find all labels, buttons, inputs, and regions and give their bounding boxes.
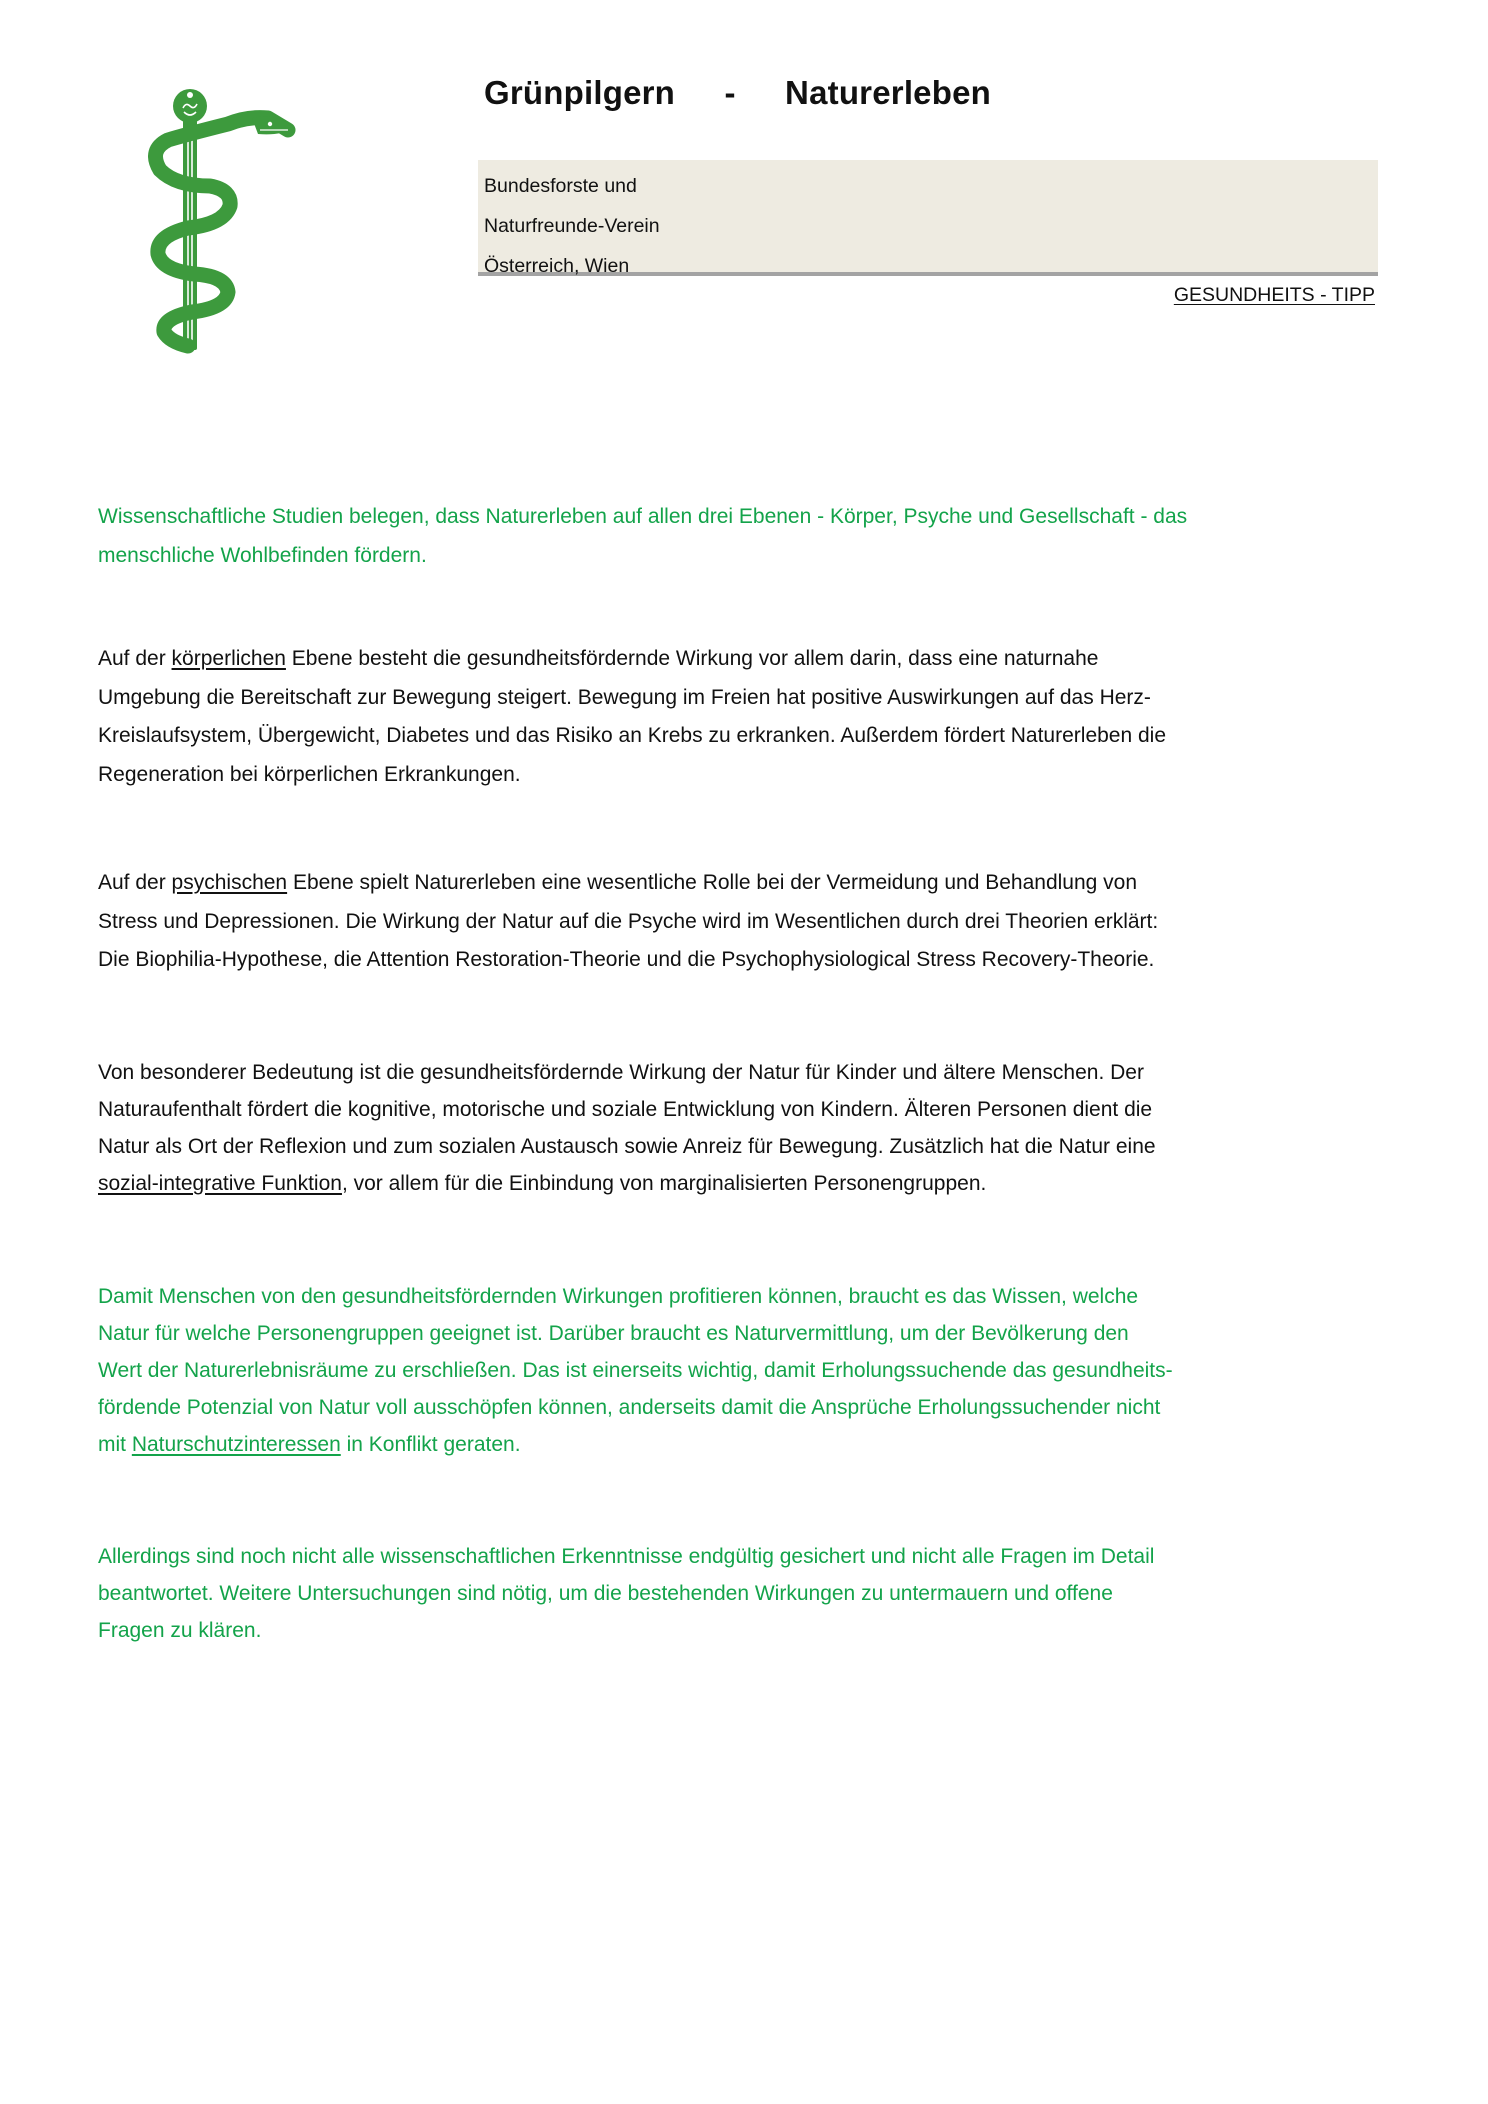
- text-line: Die Biophilia-Hypothese, die Attention Restoration-Theorie und die Psychophysiological Stress Recovery-Theorie.: [98, 948, 1155, 971]
- text-line: Allerdings sind noch nicht alle wissenschaftlichen Erkenntnisse endgültig gesichert und nicht alle Fragen im Detail: [98, 1545, 1155, 1568]
- text-line: Regeneration bei körperlichen Erkrankungen.: [98, 762, 521, 786]
- text-segment: Auf der: [98, 871, 172, 894]
- text-line: [98, 1426, 1338, 1463]
- info-line: Naturfreunde-Verein: [484, 215, 660, 237]
- text-segment: in Konflikt geraten.: [340, 1433, 521, 1456]
- intro-paragraph: [98, 498, 1338, 575]
- text-line: [98, 864, 1338, 903]
- text-segment: Ebene spielt Naturerleben eine wesentliche Rolle bei der Vermeidung und Behandlung von: [287, 871, 1138, 894]
- text-line: Umgebung die Bereitschaft zur Bewegung steigert. Bewegung im Freien hat positive Auswirkungen auf das Herz-: [98, 685, 1151, 709]
- text-line: Wert der Naturerlebnisräume zu erschließen. Das ist einerseits wichtig, damit Erholungssuchende das gesundheits-: [98, 1359, 1173, 1382]
- text-line: [98, 640, 1338, 679]
- text-line: Naturaufenthalt fördert die kognitive, motorische und soziale Entwicklung von Kindern. Älteren Personen dient die: [98, 1098, 1153, 1121]
- text-line: Stress und Depressionen. Die Wirkung der Natur auf die Psyche wird im Wesentlichen durch drei Theorien erklärt:: [98, 909, 1159, 933]
- text-line: Von besonderer Bedeutung ist die gesundheitsfördernde Wirkung der Natur für Kinder und ältere Menschen. Der: [98, 1061, 1144, 1084]
- text-segment: Auf der: [98, 647, 172, 670]
- text-line: menschliche Wohlbefinden fördern.: [98, 543, 427, 567]
- text-line: Fragen zu klären.: [98, 1619, 262, 1642]
- info-line: Bundesforste und: [484, 175, 637, 197]
- text-line: Damit Menschen von den gesundheitsfördernden Wirkungen profitieren können, braucht es das Wissen, welche: [98, 1285, 1139, 1308]
- info-line: Österreich, Wien: [484, 255, 630, 277]
- title-left: Grünpilgern: [484, 74, 676, 111]
- text-line: beantwortet. Weitere Untersuchungen sind nötig, um die bestehenden Wirkungen zu untermauern und offene: [98, 1582, 1113, 1605]
- text-line: [98, 1165, 1338, 1202]
- organization-info-box: [478, 160, 1378, 276]
- knowledge-paragraph: [98, 1278, 1338, 1463]
- text-segment: , vor allem für die Einbindung von marginalisierten Personengruppen.: [341, 1172, 987, 1195]
- text-segment: mit: [98, 1433, 132, 1456]
- psychic-paragraph: [98, 864, 1338, 980]
- category-tag: GESUNDHEITS - TIPP: [1173, 284, 1375, 306]
- physical-paragraph: [98, 640, 1338, 794]
- underlined-term: sozial-integrative Funktion: [98, 1172, 342, 1195]
- title-right: Naturerleben: [785, 74, 992, 111]
- page-title: [484, 74, 991, 112]
- text-line: fördende Potenzial von Natur voll ausschöpfen können, anderseits damit die Ansprüche Erholungssuchender nicht: [98, 1396, 1161, 1419]
- title-separator: -: [724, 74, 736, 111]
- text-line: Natur für welche Personengruppen geeignet ist. Darüber braucht es Naturvermittlung, um der Bevölkerung den: [98, 1322, 1129, 1345]
- text-line: Natur als Ort der Reflexion und zum sozialen Austausch sowie Anreiz für Bewegung. Zusätzlich hat die Natur eine: [98, 1135, 1156, 1158]
- outro-paragraph: [98, 1538, 1338, 1649]
- social-paragraph: [98, 1054, 1338, 1202]
- underlined-term: psychischen: [171, 871, 288, 894]
- underlined-term: Naturschutzinteressen: [131, 1433, 341, 1456]
- text-segment: Ebene besteht die gesundheitsfördernde Wirkung vor allem darin, dass eine naturnahe: [285, 647, 1099, 670]
- text-line: Wissenschaftliche Studien belegen, dass Naturerleben auf allen drei Ebenen - Körper, Psyche und Gesellschaft - das: [98, 505, 1188, 528]
- underlined-term: körperlichen: [171, 647, 286, 670]
- text-line: Kreislaufsystem, Übergewicht, Diabetes und das Risiko an Krebs zu erkranken. Außerdem fördert Naturerleben die: [98, 724, 1167, 747]
- rod-of-asclepius-icon: [148, 78, 298, 358]
